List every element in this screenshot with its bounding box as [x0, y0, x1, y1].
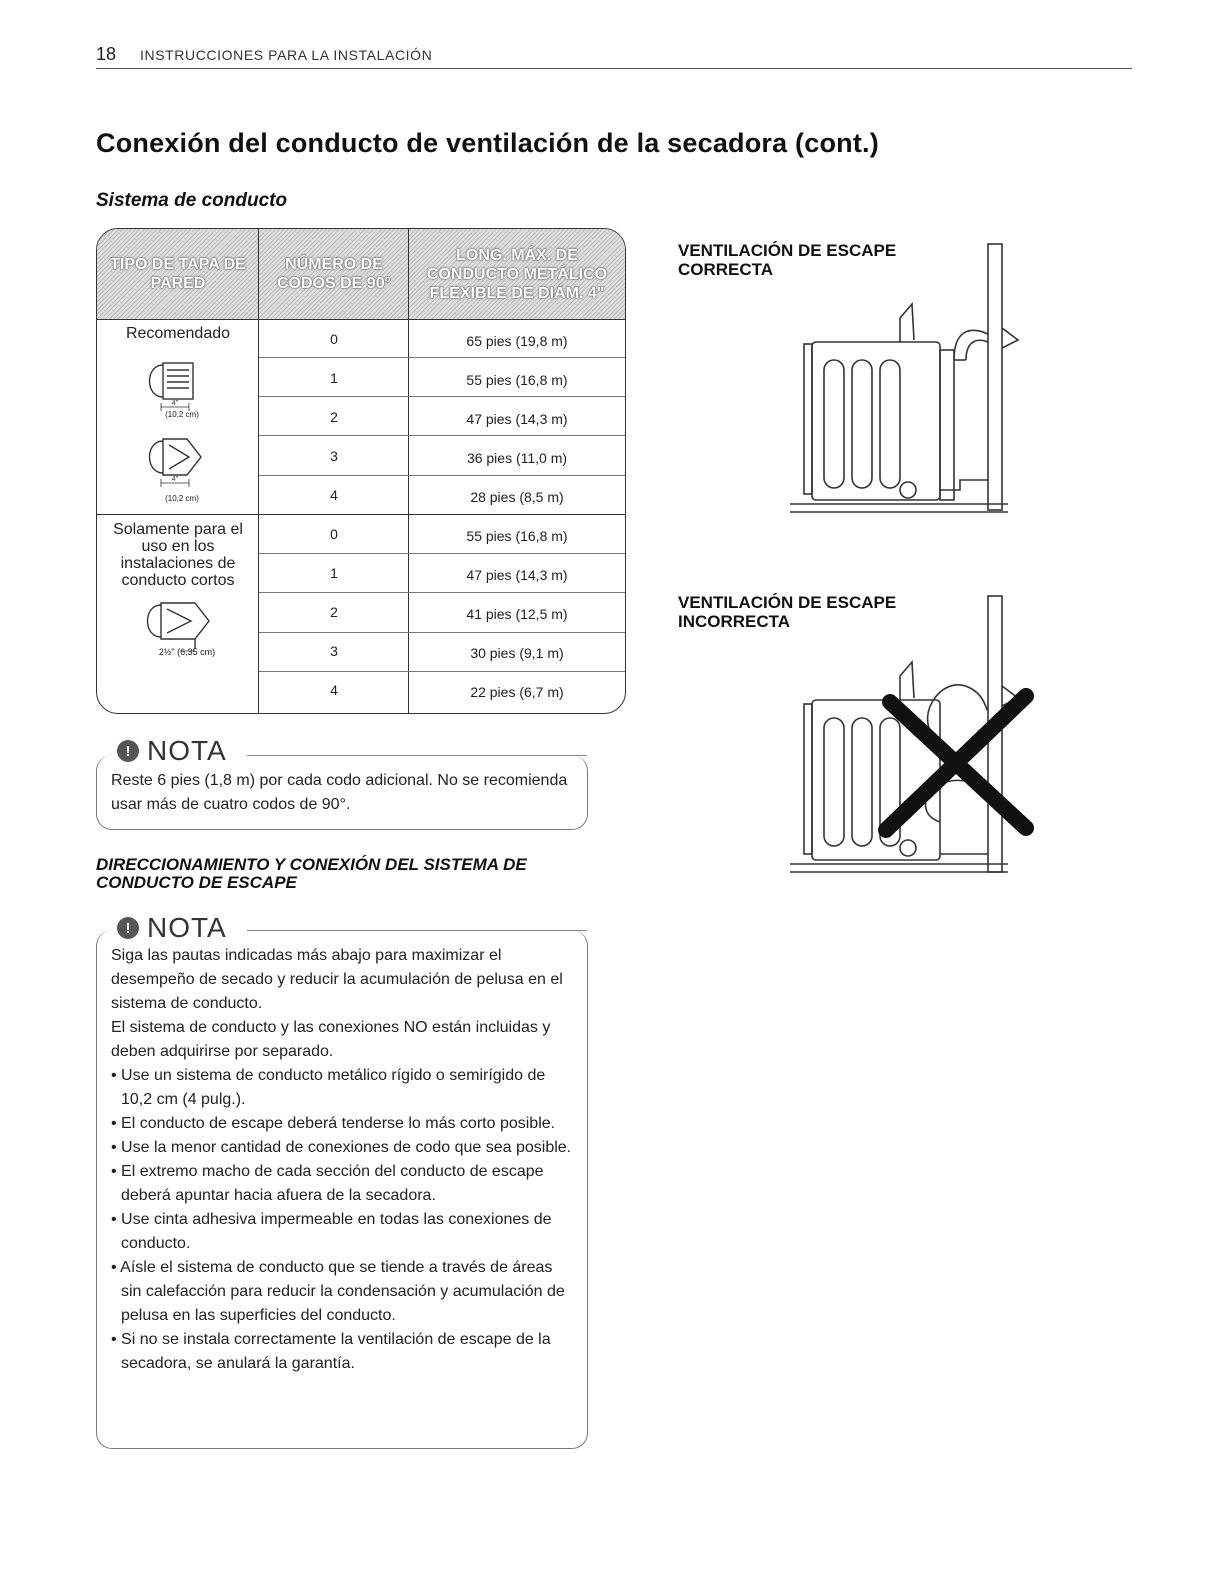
- label-incorrect-venting: VENTILACIÓN DE ESCAPE INCORRECTA: [678, 593, 897, 631]
- elbows-cell: 0: [330, 526, 338, 542]
- elbows-cell: 1: [330, 565, 338, 581]
- duct-length-table: [96, 228, 626, 714]
- list-item: • Use cinta adhesiva impermeable en todas las conexiones de conducto.: [111, 1211, 552, 1252]
- length-cell: 36 pies (11,0 m): [466, 450, 568, 466]
- note-box-2: [96, 912, 588, 1449]
- elbows-cell: 4: [330, 487, 338, 503]
- length-cell: 47 pies (14,3 m): [466, 411, 568, 427]
- group-label-recommended: Recomendado: [125, 325, 231, 342]
- note-heading: ! NOTA: [117, 912, 227, 944]
- wall-hood-louvered-icon: [139, 357, 219, 502]
- label-correct-venting: VENTILACIÓN DE ESCAPE CORRECTA: [678, 241, 897, 279]
- header-elbows: NÚMERO DE CODOS DE 90°: [277, 256, 391, 292]
- svg-text:4": 4": [171, 400, 179, 407]
- page-number: 18: [96, 44, 117, 64]
- list-item: • Si no se instala correctamente la ventilación de escape de la secadora, se anulará la garantía.: [111, 1331, 551, 1372]
- length-cell: 47 pies (14,3 m): [466, 567, 568, 583]
- elbows-cell: 0: [330, 331, 338, 347]
- length-cell: 55 pies (16,8 m): [466, 528, 568, 544]
- header-hood-type: TIPO DE TAPA DE PARED: [110, 256, 246, 292]
- note-paragraph: Siga las pautas indicadas más abajo para maximizar el desempeño de secado y reducir la acumulación de pelusa en el sistema de conducto.: [111, 947, 563, 1012]
- hood-dim-3: 2½" (6,35 cm): [158, 647, 216, 657]
- x-mark-icon: [886, 696, 1026, 830]
- incorrect-venting-illustration: [790, 592, 1040, 882]
- list-item: • Use un sistema de conducto metálico rígido o semirígido de 10,2 cm (4 pulg.).: [111, 1067, 546, 1108]
- page-title: Conexión del conducto de ventilación de la secadora (cont.): [96, 128, 879, 158]
- table-header: [97, 229, 625, 320]
- note-text: Reste 6 pies (1,8 m) por cada codo adicional. No se recomienda usar más de cuatro codos de 90°.: [111, 772, 568, 813]
- elbows-cell: 1: [330, 370, 338, 386]
- elbows-cell: 3: [330, 643, 338, 659]
- page-header: [96, 42, 1132, 69]
- running-title: INSTRUCCIONES PARA LA INSTALACIÓN: [140, 47, 433, 63]
- list-item: • El extremo macho de cada sección del conducto de escape deberá apuntar hacia afuera de la secadora.: [111, 1163, 544, 1204]
- section-title-exhaust: DIRECCIONAMIENTO Y CONEXIÓN DEL SISTEMA DE CONDUCTO DE ESCAPE: [96, 855, 527, 892]
- note-paragraph: El sistema de conducto y las conexiones NO están incluidas y deben adquirirse por separado.: [111, 1019, 551, 1060]
- group-label-short-runs: Solamente para el uso en los instalaciones de conducto cortos: [113, 521, 243, 589]
- elbows-cell: 3: [330, 448, 338, 464]
- hood-dim-2: (10,2 cm): [165, 494, 199, 503]
- section-subtitle: Sistema de conducto: [96, 190, 288, 211]
- elbows-cell: 2: [330, 604, 338, 620]
- length-cell: 30 pies (9,1 m): [470, 645, 564, 661]
- note-body: [111, 944, 573, 1376]
- list-item: • Aísle el sistema de conducto que se tiende a través de áreas sin calefacción para reducir la condensación y acumulación de pelusa en las superficies del conducto.: [111, 1259, 565, 1324]
- alert-icon: !: [117, 740, 139, 762]
- length-cell: 22 pies (6,7 m): [470, 684, 564, 700]
- note-heading: ! NOTA: [117, 735, 227, 767]
- note-box-1: [96, 735, 588, 830]
- list-item: • Use la menor cantidad de conexiones de codo que sea posible.: [111, 1139, 572, 1156]
- correct-venting-illustration: [790, 240, 1040, 520]
- length-cell: 55 pies (16,8 m): [466, 372, 568, 388]
- length-cell: 41 pies (12,5 m): [466, 606, 568, 622]
- elbows-cell: 4: [330, 682, 338, 698]
- header-max-length: LONG. MÁX. DE CONDUCTO METÁLICO FLEXIBLE DE DIÁM. 4": [426, 246, 608, 302]
- length-cell: 28 pies (8,5 m): [470, 489, 564, 505]
- alert-icon: !: [117, 917, 139, 939]
- hood-dim-1: (10,2 cm): [165, 410, 199, 419]
- elbows-cell: 2: [330, 409, 338, 425]
- svg-text:4": 4": [171, 476, 179, 483]
- wall-hood-short-icon: [137, 599, 227, 669]
- length-cell: 65 pies (19,8 m): [466, 333, 568, 349]
- list-item: • El conducto de escape deberá tenderse lo más corto posible.: [111, 1115, 556, 1132]
